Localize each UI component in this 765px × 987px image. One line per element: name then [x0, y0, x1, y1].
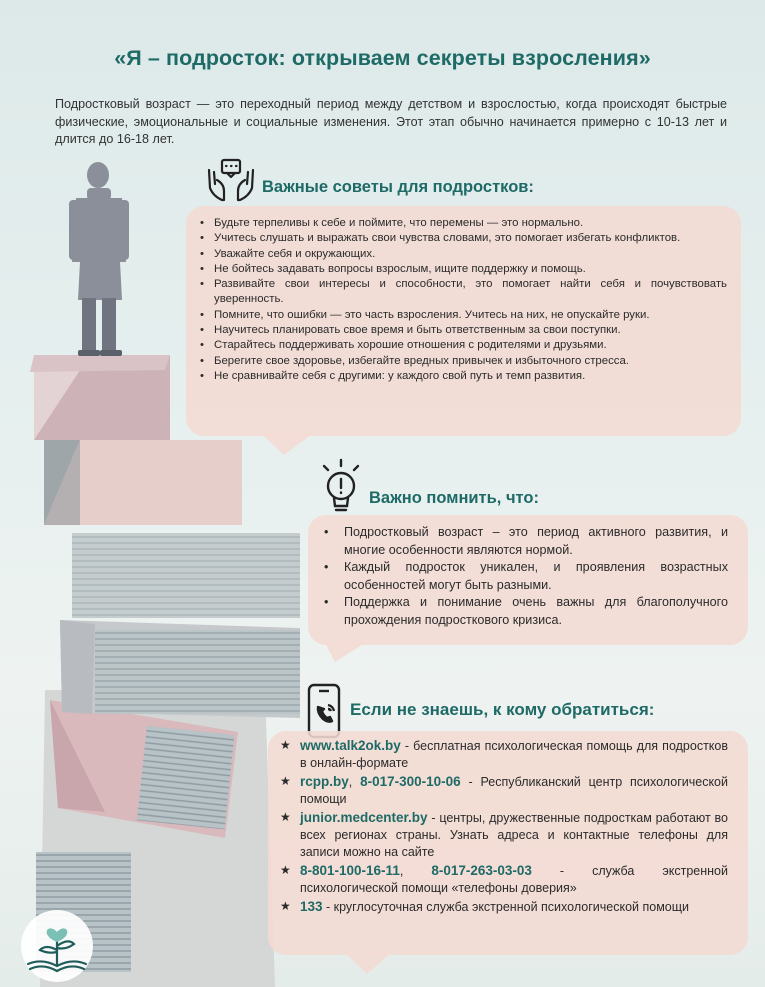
remember-bubble — [308, 515, 748, 645]
list-item: • Подростковый возраст – это период активного развития, и многие особенности являются нормой. — [324, 524, 728, 559]
list-item: • Поддержка и понимание очень важны для благополучного прохождения подросткового кризиса. — [324, 594, 728, 629]
heart-plant-book-logo — [14, 906, 100, 984]
contact-text: - служба экстренной психологической помощи «телефоны доверия» — [300, 863, 728, 896]
list-item: • Каждый подросток уникален, и проявления возрастных особенностей могут быть разными. — [324, 559, 728, 594]
tips-heading: Важные советы для подростков: — [262, 178, 534, 196]
contact-text: - центры, дружественные подросткам работают во всех регионах страны. Узнать адреса и контактные телефоны для записи можно на сайте — [300, 810, 728, 860]
list-item: • Берегите свое здоровье, избегайте вредных привычек и избыточного стресса. — [200, 354, 727, 369]
contacts-bubble — [268, 731, 748, 955]
intro-paragraph: Подростковый возраст — это переходный период между детством и взрослостью, когда происходят быстрые физические, эмоциональные и социальные изменения. Этот этап обычно начинается примерно с 10-13 лет и длится до 16-18 лет. — [55, 97, 727, 146]
list-item: • Помните, что ошибки — это часть взросления. Учитесь на них, не опускайте руки. — [200, 308, 727, 323]
contact-phone[interactable]: 133 — [300, 898, 323, 914]
list-item: • Развивайте свои интересы и способности, это помогает найти себя и почувствовать уверенность. — [200, 277, 727, 308]
contact-item — [280, 737, 728, 773]
contact-item — [280, 862, 728, 898]
page-title: «Я – подросток: открываем секреты взросления» — [114, 46, 651, 70]
contacts-bubble-tail — [345, 953, 391, 975]
contact-phone[interactable]: 8-017-300-10-06 — [360, 773, 461, 789]
contact-item — [280, 809, 728, 862]
contact-item — [280, 898, 728, 916]
list-item: • Учитесь слушать и выражать свои чувства словами, это помогает избегать конфликтов. — [200, 231, 727, 246]
contact-text: - Республиканский центр психологической помощи — [300, 774, 728, 807]
contact-link[interactable]: www.talk2ok.by — [300, 738, 401, 753]
list-item: • Уважайте себя и окружающих. — [200, 247, 727, 262]
list-item: • Не сравнивайте себя с другими: у каждого свой путь и темп развития. — [200, 369, 727, 384]
contact-link[interactable]: rcpp.by — [300, 773, 349, 789]
tips-bubble-tail — [262, 434, 312, 456]
contacts-list — [268, 731, 748, 916]
list-item: • Старайтесь поддерживать хорошие отношения с родителями и друзьями. — [200, 338, 727, 353]
contact-text: - круглосуточная служба экстренной психологической помощи — [322, 899, 690, 914]
contact-item — [280, 773, 728, 809]
contact-text: - бесплатная психологическая помощь для подростков в онлайн-формате — [300, 739, 728, 771]
list-item: • Не бойтесь задавать вопросы взрослым, ищите поддержку и помощь. — [200, 262, 727, 277]
tips-list — [186, 206, 741, 384]
contact-phone[interactable]: 8-017-263-03-03 — [431, 862, 532, 878]
contact-separator: , — [348, 774, 361, 789]
remember-heading: Важно помнить, что: — [369, 489, 539, 507]
contact-phone[interactable]: 8-801-100-16-11 — [300, 862, 400, 878]
list-item: • Научитесь планировать свое время и быть ответственным за свои поступки. — [200, 323, 727, 338]
contact-separator: , — [399, 863, 432, 878]
contacts-heading: Если не знаешь, к кому обратиться: — [350, 700, 655, 719]
lightbulb-exclamation-icon — [318, 458, 364, 514]
contact-link[interactable]: junior.medcenter.by — [300, 809, 428, 825]
remember-list — [308, 515, 748, 630]
list-item: • Будьте терпеливы к себе и поймите, что перемены — это нормально. — [200, 216, 727, 231]
remember-bubble-tail — [325, 643, 365, 663]
hands-chat-icon — [205, 156, 257, 204]
tips-bubble — [186, 206, 741, 436]
